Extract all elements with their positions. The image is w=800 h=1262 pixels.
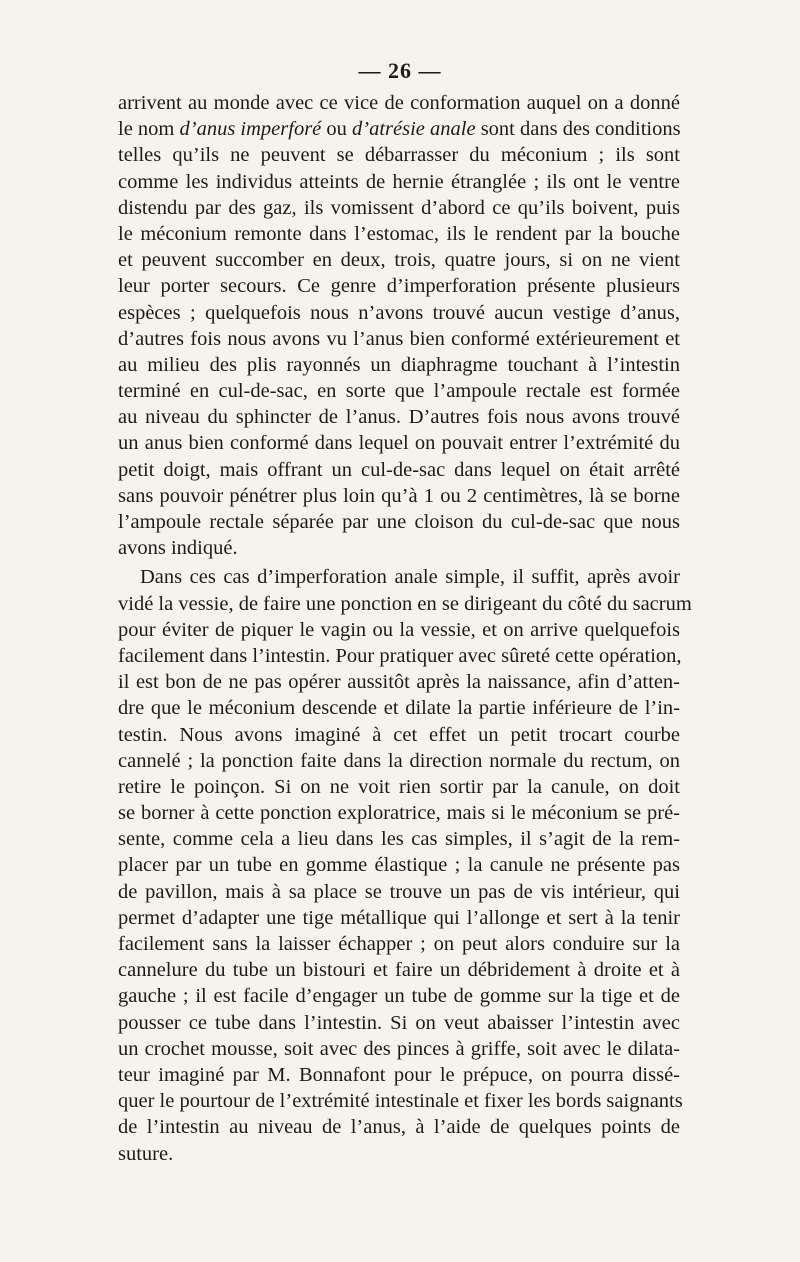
text-line [118, 404, 680, 430]
text-line [118, 509, 680, 535]
text-line [118, 430, 680, 456]
text-line [118, 669, 680, 695]
text-run: cannelure du tube un bistouri et faire un débridement à droite et à [118, 959, 680, 982]
text-run: facilement dans l’intestin. Pour pratiquer avec sûreté cette opération, [118, 644, 682, 667]
text-line [118, 90, 680, 116]
text-run: cannelé ; la ponction faite dans la direction normale du rectum, on [118, 749, 680, 772]
text-line [118, 142, 680, 168]
text-line [118, 879, 680, 905]
text-line [118, 535, 680, 561]
text-line [118, 617, 680, 643]
text-run: il est bon de ne pas opérer aussitôt après la naissance, afin d’atten- [118, 671, 680, 694]
text-line [118, 273, 680, 299]
italic-term: d’atrésie anale [352, 118, 476, 141]
text-line [118, 483, 680, 509]
text-run: vidé la vessie, de faire une ponction en se dirigeant du côté du sacrum [118, 592, 692, 615]
text-run: comme les individus atteints de hernie étranglée ; ils ont le ventre [118, 170, 680, 193]
text-run: l’ampoule rectale séparée par une cloison du cul-de-sac que nous [118, 511, 680, 533]
text-line [118, 800, 680, 826]
text-run: telles qu’ils ne peuvent se débarrasser du méconium ; ils sont [118, 144, 680, 167]
text-run: et peuvent succomber en deux, trois, quatre jours, si on ne vient [118, 249, 680, 272]
text-run: petit doigt, mais offrant un cul-de-sac dans lequel on était arrêté [118, 458, 680, 481]
italic-term: d’anus imperforé [179, 118, 322, 141]
text-line [118, 1062, 680, 1088]
text-run: un anus bien conformé dans lequel on pouvait entrer l’extrémité du [118, 432, 680, 455]
text-line [118, 774, 680, 800]
text-run: d’autres fois nous avons vu l’anus bien conformé extérieurement et [118, 327, 680, 350]
text-line [118, 722, 680, 748]
text-line [118, 1036, 680, 1062]
text-line [118, 931, 680, 957]
text-run: au niveau du sphincter de l’anus. D’autres fois nous avons trouvé [118, 406, 680, 429]
text-line [118, 378, 680, 404]
text-line [118, 1114, 680, 1140]
text-line [118, 247, 680, 273]
text-line [118, 1010, 680, 1036]
text-line [118, 826, 680, 852]
text-run: le nom [118, 118, 180, 141]
text-run: sont dans des conditions [475, 118, 681, 141]
text-run: placer par un tube en gomme élastique ; la canule ne présente pas [118, 854, 680, 877]
text-line [118, 221, 680, 247]
page-number: — 26 — [358, 58, 442, 83]
text-line [118, 695, 680, 721]
paragraph [118, 564, 692, 1166]
text-line [118, 116, 680, 142]
text-line [118, 643, 680, 669]
text-line [118, 457, 680, 483]
text-run: terminé en cul-de-sac, en sorte que l’ampoule rectale est formée [118, 380, 680, 403]
text-run: quer le pourtour de l’extrémité intestinale et fixer les bords saignants [118, 1090, 683, 1113]
text-line [118, 564, 680, 590]
text-run: se borner à cette ponction exploratrice, mais si le méconium se pré- [118, 802, 680, 825]
text-run: Dans ces cas d’imperforation anale simple, il suffit, après avoir [140, 566, 680, 589]
text-run: gauche ; il est facile d’engager un tube de gomme sur la tige et de [118, 985, 680, 1008]
text-run: facilement sans la laisser échapper ; on peut alors conduire sur la [118, 933, 680, 955]
text-run: de pavillon, mais à sa place se trouve un pas de vis intérieur, qui [118, 880, 680, 903]
text-line [118, 957, 680, 983]
text-line [118, 300, 680, 326]
text-line [118, 195, 680, 221]
text-run: ou [321, 118, 353, 141]
text-line [118, 352, 680, 378]
text-run: au milieu des plis rayonnés un diaphragme touchant à l’intestin [118, 353, 680, 376]
text-line [118, 326, 680, 352]
text-run: sans pouvoir pénétrer plus loin qu’à 1 ou 2 centimètres, là se borne [118, 484, 680, 507]
body-text [118, 90, 692, 1167]
text-run: testin. Nous avons imaginé à cet effet un petit trocart courbe [118, 723, 680, 746]
text-run: retire le poinçon. Si on ne voit rien sortir par la canule, on doit [118, 775, 680, 798]
text-run: le méconium remonte dans l’estomac, ils le rendent par la bouche [118, 222, 680, 245]
text-run: distendu par des gaz, ils vomissent d’abord ce qu’ils boivent, puis [118, 196, 680, 219]
text-line [118, 905, 680, 931]
text-run: pousser ce tube dans l’intestin. Si on veut abaisser l’intestin avec [118, 1011, 680, 1034]
text-line [118, 591, 692, 617]
text-run: pour éviter de piquer le vagin ou la vessie, et on arrive quelquefois [118, 618, 680, 641]
text-run: teur imaginé par M. Bonnafont pour le prépuce, on pourra dissé- [118, 1063, 680, 1086]
text-line [118, 1088, 683, 1114]
text-run: leur porter secours. Ce genre d’imperforation présente plusieurs [118, 275, 680, 298]
text-line [118, 169, 680, 195]
text-run: de l’intestin au niveau de l’anus, à l’aide de quelques points de [118, 1116, 680, 1139]
text-run: espèces ; quelquefois nous n’avons trouvé aucun vestige d’anus, [118, 301, 680, 324]
text-run: avons indiqué. [118, 537, 238, 560]
text-line [118, 852, 680, 878]
text-run: un crochet mousse, soit avec des pinces à griffe, soit avec le dilata- [118, 1037, 680, 1060]
text-run: dre que le méconium descende et dilate la partie inférieure de l’in- [118, 697, 680, 720]
text-run: sente, comme cela a lieu dans les cas simples, il s’agit de la rem- [118, 828, 680, 851]
text-line [118, 1141, 680, 1167]
text-line [118, 748, 680, 774]
paragraph [118, 90, 680, 561]
text-run: suture. [118, 1142, 174, 1165]
text-run: arrivent au monde avec ce vice de conformation auquel on a donné [118, 92, 680, 114]
text-line [118, 983, 680, 1009]
text-run: permet d’adapter une tige métallique qui l’allonge et sert à la tenir [118, 906, 680, 929]
